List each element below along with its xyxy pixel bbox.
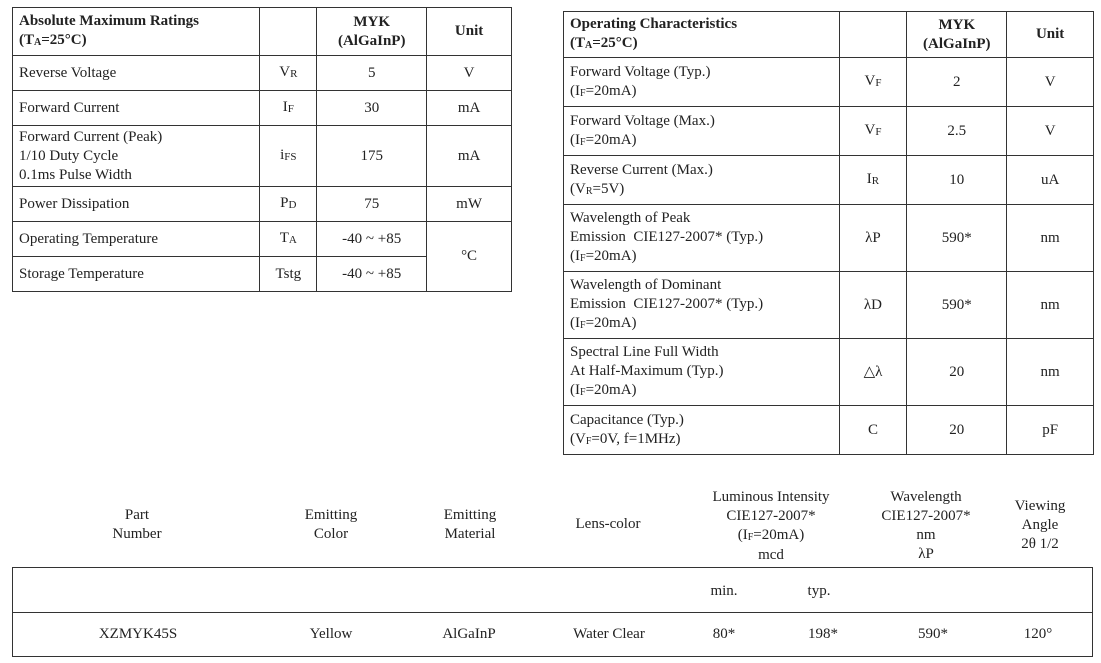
header-luminous-intensity: Luminous Intensity CIE127-2007* $(I_F=20mA)$ mcd <box>712 489 830 563</box>
symbol-cell: $V_R$ <box>260 56 317 91</box>
luminous-typ-cell: 198* <box>808 626 838 642</box>
part-number-cell: XZMYK45S <box>98 626 178 642</box>
header-emitting-color: Emitting Color <box>304 507 358 542</box>
value-cell: 20 <box>907 339 1007 406</box>
unit-cell: nm <box>1007 339 1094 406</box>
header-lens-color: Lens-color <box>575 516 641 532</box>
param-cell: Reverse Voltage <box>13 56 260 91</box>
viewing-angle-cell: 120° <box>1023 626 1053 642</box>
unit-cell: V <box>1007 107 1094 156</box>
table-row <box>564 406 1094 455</box>
table-row <box>564 339 1094 406</box>
param-cell: Forward Current <box>13 91 260 126</box>
value-cell: 30 <box>317 91 427 126</box>
absolute-maximum-ratings-table <box>12 7 512 292</box>
sub-header-typ: typ. <box>807 583 831 599</box>
abs-col-myk: MYK (AlGaInP) <box>317 8 427 56</box>
op-col-unit: Unit <box>1007 12 1094 58</box>
value-cell: 5 <box>317 56 427 91</box>
symbol-cell: $I_F$ <box>260 91 317 126</box>
header-viewing-angle: Viewing Angle 2θ 1/2 <box>1014 498 1066 552</box>
value-cell: 590* <box>907 205 1007 272</box>
symbol-cell: $P_D$ <box>260 187 317 222</box>
value-cell: 175 <box>317 126 427 187</box>
symbol-cell: $V_F$ <box>839 58 907 107</box>
op-title: Operating Characteristics <box>570 16 738 32</box>
header-wavelength: Wavelength CIE127-2007* nm λP <box>881 489 971 562</box>
unit-cell: pF <box>1007 406 1094 455</box>
unit-cell: mA <box>427 126 512 187</box>
symbol-cell: $T_A$ <box>260 222 317 257</box>
value-cell: 10 <box>907 156 1007 205</box>
emitting-color-cell: Yellow <box>309 626 353 642</box>
table-row <box>564 58 1094 107</box>
unit-cell: V <box>427 56 512 91</box>
unit-cell: mW <box>427 187 512 222</box>
value-cell: 20 <box>907 406 1007 455</box>
unit-cell: nm <box>1007 272 1094 339</box>
table-row <box>13 56 512 91</box>
part-table <box>12 567 1093 657</box>
part-table-header <box>0 486 1101 566</box>
symbol-cell: Tstg <box>260 257 317 292</box>
table-row <box>564 272 1094 339</box>
header-emitting-material: Emitting Material <box>443 507 497 542</box>
abs-title: Absolute Maximum Ratings <box>19 13 200 29</box>
value-cell: 2 <box>907 58 1007 107</box>
unit-cell: °C <box>427 222 512 292</box>
table-row <box>13 222 512 257</box>
abs-col-unit: Unit <box>427 8 512 56</box>
symbol-cell: C <box>839 406 907 455</box>
value-cell: -40 ~ +85 <box>317 222 427 257</box>
value-cell: 75 <box>317 187 427 222</box>
table-row <box>13 126 512 187</box>
wavelength-cell: 590* <box>918 626 948 642</box>
op-col-myk: MYK (AlGaInP) <box>907 12 1007 58</box>
abs-condition: $(T_A=25^\circ C)$ <box>19 32 87 48</box>
abs-title-cell <box>13 8 260 56</box>
op-title-cell <box>564 12 840 58</box>
unit-cell: mA <box>427 91 512 126</box>
param-cell: Wavelength of Peak Emission CIE127-2007* (Typ.) $(I_F=20mA)$ <box>564 205 840 272</box>
sub-header-min: min. <box>710 583 738 599</box>
value-cell: 590* <box>907 272 1007 339</box>
luminous-min-cell: 80* <box>712 626 736 642</box>
op-condition: $(T_A=25^\circ C)$ <box>570 35 638 51</box>
row-divider <box>13 612 1092 613</box>
lens-color-cell: Water Clear <box>573 626 645 642</box>
symbol-cell: $i_{FS}$ <box>260 126 317 187</box>
table-row <box>564 205 1094 272</box>
symbol-cell: $V_F$ <box>839 107 907 156</box>
param-cell: Wavelength of Dominant Emission CIE127-2007* (Typ.) $(I_F=20mA)$ <box>564 272 840 339</box>
table-row <box>564 156 1094 205</box>
param-cell: Power Dissipation <box>13 187 260 222</box>
value-cell: -40 ~ +85 <box>317 257 427 292</box>
param-cell: Storage Temperature <box>13 257 260 292</box>
value-cell: 2.5 <box>907 107 1007 156</box>
emitting-material-cell: AlGaInP <box>442 626 496 642</box>
unit-cell: uA <box>1007 156 1094 205</box>
symbol-cell: △λ <box>839 339 907 406</box>
table-row <box>564 107 1094 156</box>
param-cell: Capacitance (Typ.) ($V_F=0V$, f=1MHz) <box>564 406 840 455</box>
header-part-number: Part Number <box>112 507 162 542</box>
symbol-cell: λD <box>839 272 907 339</box>
param-cell: Forward Current (Peak) 1/10 Duty Cycle 0.1ms Pulse Width <box>13 126 260 187</box>
symbol-cell: $I_R$ <box>839 156 907 205</box>
param-cell: Forward Voltage (Max.) $(I_F=20mA)$ <box>564 107 840 156</box>
param-cell: Forward Voltage (Typ.) $(I_F=20mA)$ <box>564 58 840 107</box>
param-cell: Operating Temperature <box>13 222 260 257</box>
unit-cell: V <box>1007 58 1094 107</box>
operating-characteristics-table <box>563 11 1094 455</box>
unit-cell: nm <box>1007 205 1094 272</box>
table-row <box>13 91 512 126</box>
symbol-cell: λP <box>839 205 907 272</box>
table-row <box>13 187 512 222</box>
param-cell: Reverse Current (Max.) $(V_R=5V)$ <box>564 156 840 205</box>
param-cell: Spectral Line Full Width At Half-Maximum (Typ.) $(I_F=20mA)$ <box>564 339 840 406</box>
